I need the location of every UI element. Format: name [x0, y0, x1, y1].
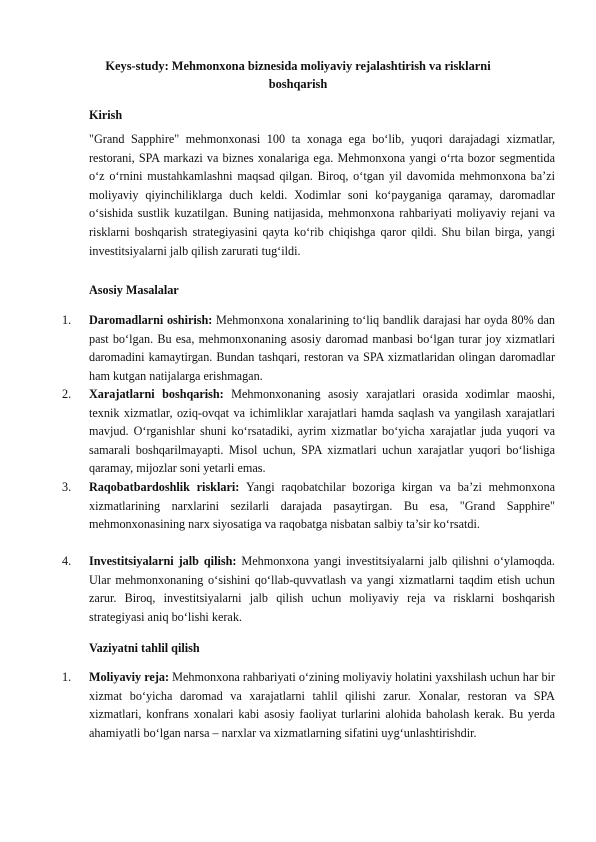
list-item-text: Mehmonxonaning asosiy xarajatlari orasida xodimlar maoshi, texnik xizmatlar, oziq-ovqat va ichimliklar xarajatlari hamda saqlash va yangilash xarajatlari mavjud. O‘rganishlar shuni ko‘rsatadiki, ayrim xizmatlar bo‘yicha xarajatlar juda yuqori va samarali boshqarilmayapti. Misol uchun, SPA xizmatlari uchun xarajatlar yuqori bo‘lishiga qaramay, mijozlar soni yetarli emas. — [89, 387, 555, 476]
list-number: 1. — [62, 313, 72, 327]
list-item — [62, 311, 556, 385]
analysis-list — [62, 668, 555, 742]
list-item — [62, 478, 555, 552]
list-number: 3. — [62, 480, 72, 494]
list-item-text: Mehmonxona yangi investitsiyalarni jalb qilishni o‘ylamoqda. Ular mehmonxonaning o‘sishini qo‘llab-quvvatlash va yangi xizmatlarni taqdim etish uchun zarur. Biroq, investitsiyalarni jalb qilish uchun moliyaviy reja va risklarni boshqarish strategiyasi aniq bo‘lishi kerak. — [89, 554, 555, 624]
list-item-term: Daromadlarni oshirish: — [89, 313, 217, 327]
intro-paragraph: "Grand Sapphire" mehmonxonasi 100 ta xonaga ega bo‘lib, yuqori darajadagi xizmatlar, restorani, SPA markazi va biznes xonalariga ega. Mehmonxona yangi o‘rta bozor segmentida o‘z o‘rnini mustahkamlashni maqsad qilgan. Biroq, o‘tgan yil davomida mehmonxona ba’zi moliyaviy qiyinchiliklarga duch keldi. Xodimlar soni ko‘payganiga qaramay, daromadlar o‘sishida sustlik kuzatilgan. Buning natijasida, mehmonxona rahbariyati moliyaviy rejani va risklarni boshqarish strategiyasini qayta ko‘rib chiqishga qaror qildi. Shu bilan birga, yangi investitsiyalarni jalb qilish zarurati tug‘ildi. — [89, 132, 555, 258]
list-item-term: Moliyaviy reja: — [89, 670, 173, 684]
list-number: 1. — [62, 670, 72, 684]
list-item-text: Mehmonxona xonalarining to‘liq bandlik darajasi har oyda 80% dan past bo‘lgan. Bu esa, mehmonxonaning asosiy daromad manbasi bo‘lgan turar joy xizmatlari daromadini kamaytirgan. Bundan tashqari, restoran va SPA xizmatlaridan olingan daromadlar ham kutgan natijalarga erishmagan. — [89, 313, 556, 383]
list-item — [62, 385, 555, 478]
intro-heading: Kirish — [89, 108, 123, 122]
list-item — [62, 552, 555, 626]
list-number: 2. — [62, 387, 72, 401]
list-item-term: Raqobatbardoshlik risklari: — [89, 480, 247, 494]
list-item-text: Mehmonxona rahbariyati o‘zining moliyaviy holatini yaxshilash uchun har bir xizmat bo‘yicha daromad va xarajatlarni tahlil qilishi zarur. Xonalar, restoran va SPA xizmatlari, konfrans xonalari kabi asosiy faoliyat turlarini alohida baholash kerak. Bu yerda ahamiyatli bo‘lgan narsa – narxlar va xizmatlarning sifatini uyg‘unlashtirishdir. — [89, 670, 555, 740]
issues-heading: Asosiy Masalalar — [89, 283, 179, 297]
list-item-term: Xarajatlarni boshqarish: — [89, 387, 232, 401]
issues-list — [62, 311, 556, 626]
list-number: 4. — [62, 554, 72, 568]
list-item-text: Yangi raqobatchilar bozoriga kirgan va ba’zi mehmonxona xizmatlarining narxlarini sezilarli darajada pasaytirgan. Bu esa, "Grand Sapphire" mehmonxonasining narx siyosatiga va raqobatga nisbatan salbiy ta’sir ko‘rsatdi. — [89, 480, 555, 532]
document-title: Keys-study: Mehmonxona biznesida moliyaviy rejalashtirish va risklarni boshqarish — [105, 59, 491, 91]
list-item-term: Investitsiyalarni jalb qilish: — [89, 554, 242, 568]
list-item — [62, 668, 555, 742]
analysis-heading: Vaziyatni tahlil qilish — [89, 641, 200, 655]
